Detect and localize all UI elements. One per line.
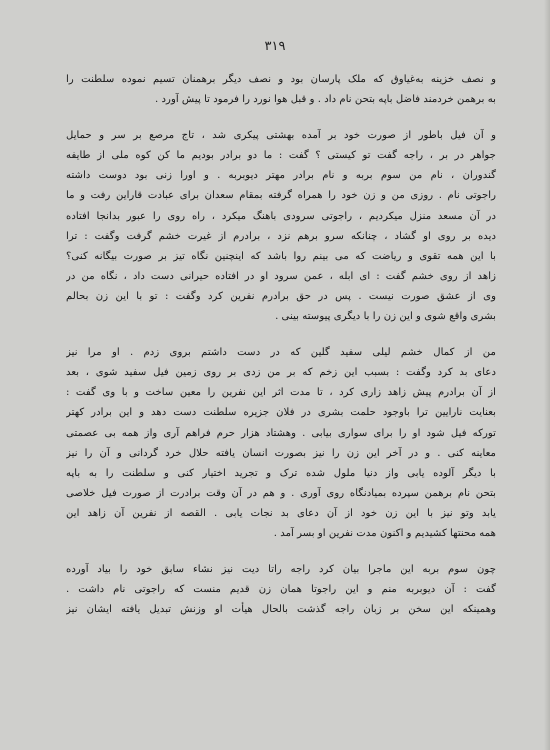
text-line: از آن برادرم پیش زاهد زاری کرد ، تا مدت اثر این نفرین را معین ساخت و با وی گفت : [66, 387, 496, 399]
paragraph-3 [66, 343, 496, 544]
text-line: در آن مسعد منزل میکردیم ، راجوتی سرودی باهنگ میکرد ، راه روی را عبور بدانجا افتاده [66, 210, 496, 222]
text-line: و نصف خزینه به‌غیاوق که ملک پارسان بود و نصف دیگر برهمنان تسیم نموده سلطنت را [66, 74, 496, 85]
text-line: راجوتی نام . روزی من و زن خود را همراه گرفته بمقام سعدان برای عبادت قاراین رفت و ما [66, 190, 496, 202]
page-edge-shadow [544, 0, 550, 750]
text-line: یابد وتو نیز با این زن خود از آن دعای بد نجات یابی . القصه از نفرین آن زاهد این [66, 507, 496, 519]
text-line: چون سوم بربه این ماجرا بیان کرد راجه راتا دیت نیز نشاء سابق خود را بیاد آورده [66, 564, 496, 576]
text-line: بشری واقع شوی و این زن را با دیگری پیوسته بینی . [275, 311, 496, 323]
text-line: دیده بر روی او گشاد ، چنانکه سرو برهم نزد ، برادرم از غیرت خشم گرفت وگفت : ترا [66, 230, 496, 242]
paragraph-gap [66, 544, 496, 560]
text-line: معاینه کنی . و در آخر این زن را نیز بصورت انسان یافته حلال خرد گردانی و آن را نیز [66, 447, 496, 459]
text-line: من از کمال خشم لیلی سفید گلین که در دست داشتم بروی زدم . او مرا نیز [66, 347, 496, 359]
paragraph-4 [66, 560, 496, 620]
text-line: دعای بد کرد وگفت : بسبب این زخم که بر من زدی بر روی زمین فیل سفید شوی ، بعد [66, 367, 496, 379]
text-line: وی از عشق صورت نیست . پس در حق برادرم نفرین کرد وگفت : تو با این زن بحالم [66, 290, 496, 302]
text-line: گفت : آن دیوبربه منم و این راجوتا همان زن قدیم منست که راجوتی نام داشت . [66, 584, 496, 596]
text-line: زاهد از روی خشم گفت : ای ابله ، عمن سرود او در افتاده حیرانی دست داد ، نگاه من در [66, 270, 496, 282]
text-line: جواهر در بر ، راجه گفت تو کیستی ؟ گفت : ما دو برادر بودیم ما کن کوه ملی از طایفه [66, 150, 496, 162]
text-line: تورکه فیل شود او را برای سواری بیابی . وهشتاد هزار حرم فراهم آری واز همه بی عصمتی [66, 427, 496, 439]
text-line: وهمینکه این سخن بر زبان راجه گذشت بالحال هیأت او وزنش تبدیل یافته ایشان نیز [66, 604, 496, 616]
body-text [66, 70, 496, 620]
text-line: گندوران ، نام من سوم بربه و نام برادر مهتر دیوبربه . و اورا زنی بود دوست داشته [66, 170, 496, 182]
paragraph-2 [66, 126, 496, 327]
text-line: با این همه تقوی و ریاضت که می بینم روا باشد که اینچنین نگاه تیز بر صورت بیگانه کنی؟ [66, 250, 496, 262]
text-line: با دیگر آلوده یابی واز دنیا ملول شده ترک و تجرید اختیار کنی و سلطنت را به باپه [66, 467, 496, 479]
text-line: و آن فیل باطور از صورت خود بر آمده بهشتی پیکری شد ، تاج مرصع بر سر و حمایل [66, 130, 496, 142]
text-line: بتحن نام برهمن سپرده بمیادنگاه روی آوری . و هم در آن وقت برادرت از صورت فیل خلاصی [66, 487, 496, 499]
text-line: همه محنتها کشیدیم و اکنون مدت نفرین او بسر آمد . [273, 527, 496, 539]
paragraph-1 [66, 70, 496, 110]
paragraph-gap [66, 110, 496, 126]
text-line: بعنایت نارایین ترا باوجود حلمت بشری در فلان جزیره سلطنت دست دهد و این برادر کهتر [66, 407, 496, 419]
page-number: ۳۱۹ [264, 39, 286, 54]
paragraph-gap [66, 327, 496, 343]
text-line: به برهمن خردمند فاضل باپه بتحن نام داد . و قبل هوا نورد را فرمود تا پیش آورد . [155, 94, 496, 106]
